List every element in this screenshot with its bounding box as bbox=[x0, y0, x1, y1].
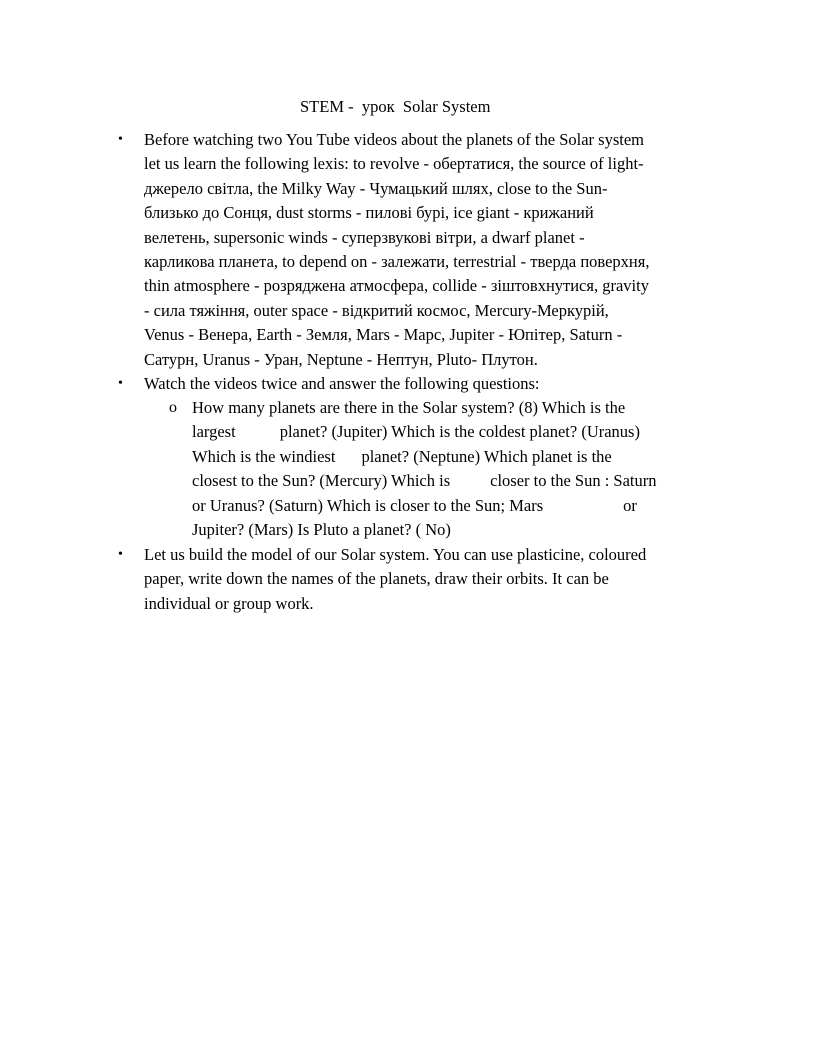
list-item-questions bbox=[118, 372, 724, 396]
text-line: Let us build the model of our Solar system. You can use plasticine, coloured bbox=[144, 545, 647, 564]
sub-bullet-icon: o bbox=[169, 399, 177, 416]
page-title: STEM - урок Solar System bbox=[300, 97, 491, 116]
list-item-vocabulary bbox=[118, 128, 724, 372]
list-item-model bbox=[118, 543, 724, 616]
text-line: Сатурн, Uranus - Уран, Neptune - Нептун, Pluto- Плутон. bbox=[144, 349, 538, 369]
text-line: карликова планета, to depend on - залежати, terrestrial - тверда поверхня, bbox=[144, 252, 650, 272]
bullet-icon: • bbox=[118, 132, 123, 147]
sub-list-item-questions bbox=[169, 396, 727, 542]
text-line: Which is the windiest planet? (Neptune) Which planet is the bbox=[192, 446, 612, 466]
bullet-icon: • bbox=[118, 547, 123, 562]
text-line: How many planets are there in the Solar system? (8) Which is the bbox=[192, 398, 626, 417]
text-line: individual or group work. bbox=[144, 593, 314, 613]
text-line: closest to the Sun? (Mercury) Which is closer to the Sun : Saturn bbox=[192, 471, 657, 491]
text-line: let us learn the following lexis: to revolve - обертатися, the source of light- bbox=[144, 154, 644, 174]
text-line: or Uranus? (Saturn) Which is closer to the Sun; Mars or bbox=[192, 495, 637, 515]
text-line: Jupiter? (Mars) Is Pluto a planet? ( No) bbox=[192, 520, 451, 540]
text-line: thin atmosphere - розряджена атмосфера, collide - зіштовхнутися, gravity bbox=[144, 276, 649, 296]
bullet-icon: • bbox=[118, 376, 123, 391]
text-line: largest planet? (Jupiter) Which is the coldest planet? (Uranus) bbox=[192, 422, 640, 442]
text-line: велетень, supersonic winds - суперзвукові вітри, a dwarf planet - bbox=[144, 227, 585, 247]
text-line: Venus - Венера, Earth - Земля, Mars - Марс, Jupiter - Юпітер, Saturn - bbox=[144, 325, 623, 345]
text-line: Watch the videos twice and answer the following questions: bbox=[144, 374, 540, 393]
text-line: - сила тяжіння, outer space - відкритий космос, Mercury-Меркурій, bbox=[144, 300, 609, 320]
text-line: джерело світла, the Milky Way - Чумацький шлях, close to the Sun- bbox=[144, 178, 608, 198]
text-line: близько до Сонця, dust storms - пилові бурі, ice giant - крижаний bbox=[144, 203, 594, 223]
text-line: paper, write down the names of the planets, draw their orbits. It can be bbox=[144, 569, 609, 589]
text-line: Before watching two You Tube videos about the planets of the Solar system bbox=[144, 130, 644, 149]
